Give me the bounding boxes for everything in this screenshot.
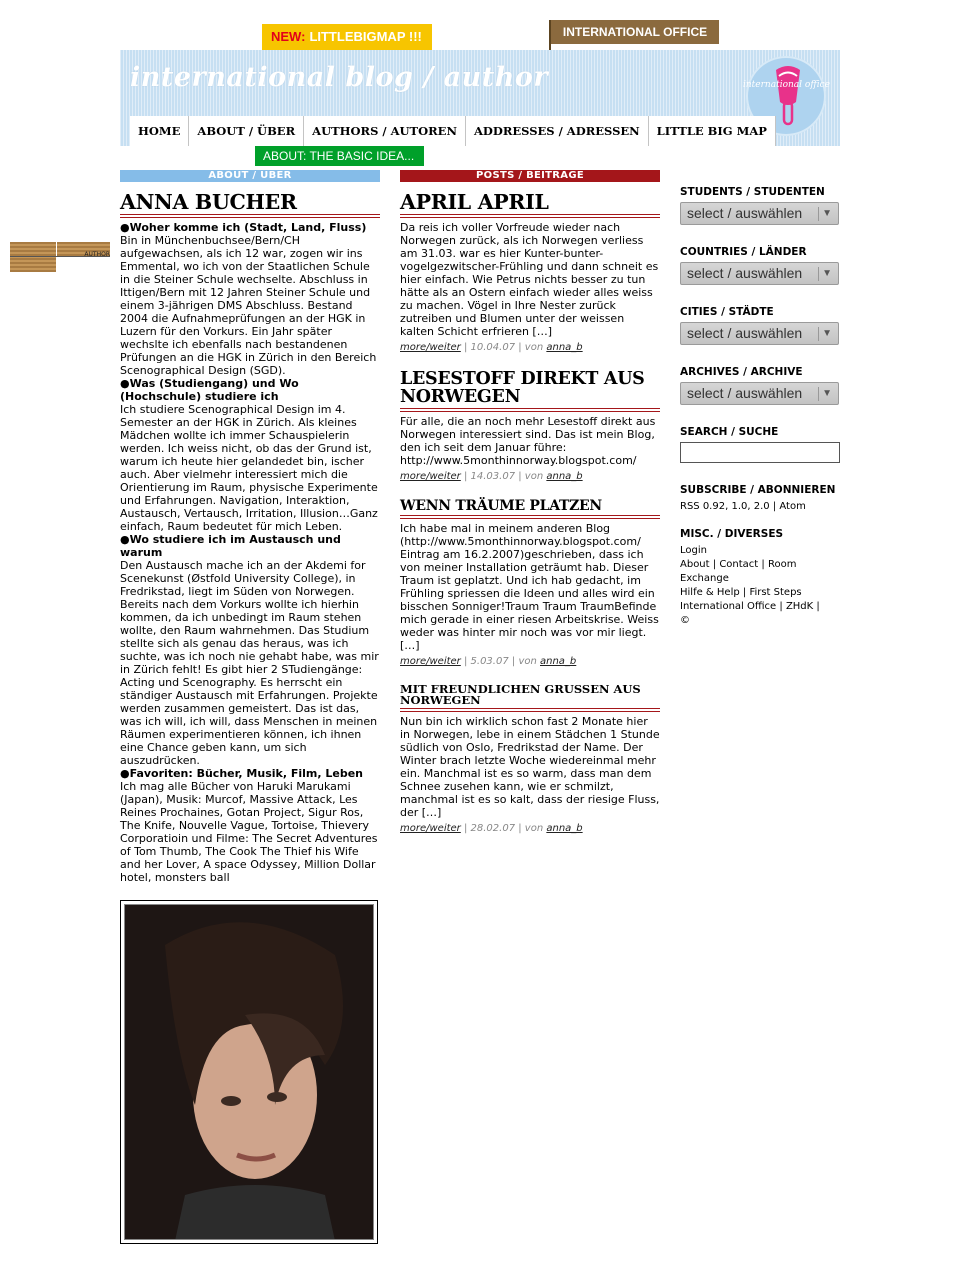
students-select[interactable]: [680, 202, 839, 225]
profile-answer: Ich studiere Scenographical Design im 4. Semester an der HGK in Zürich. Als kleines Mädchen wollte ich immer Schauspielerin werden. Ich weiss nicht, ob das der Grund ist, warum ich heute hier gelandedet bin, ischer auch. Aber vielmehr interessiert mich die Orientierung im Raum, physische Experimente und Erfahrungen. Navigation, Interaktion, Austausch, Vertausch, Irritation, Illusion…Ganz einfach, Raum bedeutet für mich Leben.: [120, 403, 378, 533]
author-photo-frame: [120, 900, 378, 1244]
author-name: ANNA BUCHER: [120, 192, 380, 215]
international-office-tab[interactable]: INTERNATIONAL OFFICE: [549, 20, 719, 44]
more-link[interactable]: more/weiter: [400, 471, 461, 482]
post-meta: more/weiter | 28.02.07 | von anna_b: [400, 823, 583, 834]
profile-text: [120, 221, 380, 884]
post-excerpt: Ich habe mal in meinem anderen Blog (http://www.5monthinnorway.blogspot.com/ Eintrag am 16.2.2007)geschrieben, dass ich von meiner Installation geträumt hab. Dieser Traum ist geplatzt. Und ich hab gedacht, im Frühling spriessen die Ideen und alles wird ein bisschen Sonniger!Traum Traum TraumBefinde mich gerade in einer riesen Arbeitskrise. Weiss weder was hinter mir noch was vor mir liegt. […]: [400, 522, 659, 652]
post-item: [400, 499, 660, 668]
post-date: 5.03.07: [470, 656, 509, 667]
about-link[interactable]: About: [680, 559, 710, 570]
search-heading: SEARCH / SUCHE: [680, 426, 779, 438]
profile-question: ●Wo studiere ich im Austausch und warum: [120, 533, 341, 559]
contact-link[interactable]: Contact: [719, 559, 759, 570]
cities-heading: CITIES / STÄDTE: [680, 306, 774, 318]
post-item: [400, 370, 660, 483]
zhdk-link[interactable]: ZHdK: [785, 601, 814, 612]
profile-answer: Den Austausch mache ich an der Akdemi for Scenekunst (Østfold University College), in Fredrikstad, liegt im Süden von Norwegen. Bereits nach dem Vorkurs wollte ich hierhin kommen, da ich unbedingt im Raum stehen wollte, den Raum wahrnehmen. Das Studium stellte sich als genau das heraus, was ich suchte, was ich noch nie gehabt habe, was mir in Zürich fehlt! Es gibt hier 2 STudiengänge: Acting und Scenography. Es herrscht ein ständiger Austausch mit Erfahrungen. Projekte werden zusammen gemeistert. Das ist das, was ich will, ich will, dass Menschen in meinen Räumen experimentieren können, ich ihnen eine Chance geben kann, um sich auszudrücken.: [120, 559, 379, 767]
feed-rss-10[interactable]: 1.0: [731, 501, 748, 512]
subnav-basic-idea[interactable]: ABOUT: THE BASIC IDEA...: [255, 146, 424, 166]
logo-caption: international office: [743, 80, 830, 90]
countries-select[interactable]: [680, 262, 839, 285]
post-title[interactable]: MIT FREUNDLICHEN GRUSSEN AUS NORWEGEN: [400, 684, 660, 709]
littlebigmap-label: LITTLEBIGMAP !!!: [309, 29, 422, 44]
wood-decoration: [10, 242, 56, 272]
help-link[interactable]: Hilfe & Help: [680, 587, 740, 598]
author-link[interactable]: anna_b: [546, 342, 583, 353]
post-by: von: [518, 656, 537, 667]
littlebigmap-tab[interactable]: [262, 24, 432, 50]
new-label: NEW:: [271, 29, 306, 44]
title-underline: [400, 709, 660, 712]
profile-question: ●Woher komme ich (Stadt, Land, Fluss): [120, 221, 367, 234]
countries-heading: COUNTRIES / LÄNDER: [680, 246, 807, 258]
misc-heading: MISC. / DIVERSES: [680, 528, 784, 540]
title-underline: [400, 215, 660, 218]
profile-question: ●Favoriten: Bücher, Musik, Film, Leben: [120, 767, 364, 780]
chevron-down-icon: ▼: [818, 327, 832, 341]
login-link[interactable]: Login: [680, 545, 707, 556]
posts-column-heading: POSTS / BEITRÄGE: [400, 170, 660, 182]
post-item: [400, 192, 660, 354]
nav-little-big-map[interactable]: LITTLE BIG MAP: [649, 116, 776, 146]
select-value: select / auswählen: [687, 385, 803, 401]
students-heading: STUDENTS / STUDENTEN: [680, 186, 825, 198]
portrait-illustration: [125, 905, 374, 1240]
post-item: [400, 684, 660, 835]
post-meta: more/weiter | 10.04.07 | von anna_b: [400, 342, 583, 353]
post-date: 28.02.07: [470, 823, 516, 834]
more-link[interactable]: more/weiter: [400, 342, 461, 353]
post-excerpt: Nun bin ich wirklich schon fast 2 Monate hier in Norwegen, lebe in einem Städchen 1 Stunde südlich von Oslo, Fredrikstad der Name. Der Winter brach letzte Woche wiedereinmal mehr ein. Manchmal ist es so warm, dass man dem Schnee zusehen kann, wie er schmilzt, manchmal ist es so kalt, dass der riesige Fluss, der […]: [400, 715, 660, 819]
feed-atom[interactable]: Atom: [779, 501, 806, 512]
post-title[interactable]: APRIL APRIL: [400, 192, 660, 215]
post-title[interactable]: WENN TRÄUME PLATZEN: [400, 499, 660, 516]
author-link[interactable]: anna_b: [546, 823, 583, 834]
post-title[interactable]: LESESTOFF DIREKT AUS NORWEGEN: [400, 370, 660, 409]
about-column-heading: ABOUT / ÜBER: [120, 170, 380, 182]
copyright: ©: [680, 615, 690, 626]
select-value: select / auswählen: [687, 265, 803, 281]
sidebar: [680, 186, 840, 628]
chevron-down-icon: ▼: [818, 387, 832, 401]
title-underline: [400, 409, 660, 412]
about-column: [120, 170, 380, 884]
more-link[interactable]: more/weiter: [400, 656, 461, 667]
chevron-down-icon: ▼: [818, 267, 832, 281]
author-link[interactable]: anna_b: [546, 471, 583, 482]
archives-select[interactable]: [680, 382, 839, 405]
room-exchange-link[interactable]: Room Exchange: [680, 559, 797, 584]
search-input[interactable]: [680, 442, 840, 463]
nav-addresses[interactable]: ADDRESSES / ADRESSEN: [466, 116, 649, 146]
more-link[interactable]: more/weiter: [400, 823, 461, 834]
nav-authors[interactable]: AUTHORS / AUTOREN: [304, 116, 466, 146]
archives-heading: ARCHIVES / ARCHIVE: [680, 366, 803, 378]
subscribe-heading: SUBSCRIBE / ABONNIEREN: [680, 484, 836, 496]
first-steps-link[interactable]: First Steps: [749, 587, 802, 598]
post-by: von: [524, 342, 544, 353]
post-excerpt: Da reis ich voller Vorfreude wieder nach Norwegen zurück, als ich Norwegen verliess am 31.03. war es hier Kunter-bunter-vogelgezwitscher-Frühling und dann schneit es hier einfach. Wie Petrus nichts besser zu tun hätte als an Ostern einfach wieder alles weiss zu machen. Vögel in Ihre Nester zurück zutreiben und Blumen unter der weissen kalten Schicht erfrieren […]: [400, 221, 659, 338]
nav-about[interactable]: ABOUT / ÜBER: [189, 116, 304, 146]
site-title[interactable]: international blog / author: [130, 62, 549, 93]
author-link[interactable]: anna_b: [540, 656, 577, 667]
post-date: 10.04.07: [470, 342, 516, 353]
main-nav: [130, 116, 776, 146]
misc-links: Login About | Contact | Room Exchange Hilfe & Help | First Steps International Office | ZHdK | ©: [680, 545, 820, 626]
feed-rss-092[interactable]: RSS 0.92: [680, 501, 726, 512]
profile-answer: Bin in Münchenbuchsee/Bern/CH aufgewachsen, als ich 12 war, zogen wir ins Emmental, wo ich von der Staatlichen Schule in die Steiner Schule wechselte. Abschluss in Ittigen/Bern mit 12 Jahren Steiner Schule und einem 3-jährigen DMS Abschluss. Bestand 2004 die Aufnahmeprüfungen an der HGK in Luzern für den Vorkurs. Ein Jahr später wechslte ich ebenfalls nach bestandenen Prüfungen an die HGK in Zürich in den Bereich Scenographical Design (SGD).: [120, 234, 377, 377]
international-office-link[interactable]: International Office: [680, 601, 777, 612]
author-decoration-label: AUTHOR: [84, 251, 110, 258]
profile-question: ●Was (Studiengang) und Wo (Hochschule) studiere ich: [120, 377, 299, 403]
post-meta: more/weiter | 14.03.07 | von anna_b: [400, 471, 583, 482]
select-value: select / auswählen: [687, 205, 803, 221]
feed-links: RSS 0.92, 1.0, 2.0 | Atom: [680, 501, 806, 512]
feed-rss-20[interactable]: 2.0: [753, 501, 770, 512]
profile-answer: Ich mag alle Bücher von Haruki Marukami (Japan), Musik: Murcof, Massive Attack, Les Reines Prochaines, Gotan Project, Sigur Ros, The Knife, Nouvelle Vague, Tortoise, Thievery Corporatioin und Filme: The Secret Adventures of Tom Thumb, The Cook The Thief his Wife and her Lover, A space Odyssey, Million Dollar hotel, monsters ball: [120, 780, 378, 884]
post-meta: more/weiter | 5.03.07 | von anna_b: [400, 656, 577, 667]
nav-home[interactable]: HOME: [130, 116, 189, 146]
post-by: von: [524, 471, 544, 482]
cities-select[interactable]: [680, 322, 839, 345]
posts-column: [400, 170, 660, 835]
post-date: 14.03.07: [470, 471, 516, 482]
chevron-down-icon: ▼: [818, 207, 832, 221]
post-by: von: [524, 823, 544, 834]
title-underline: [120, 215, 380, 218]
title-underline: [400, 516, 660, 519]
select-value: select / auswählen: [687, 325, 803, 341]
author-photo: [124, 904, 374, 1240]
post-excerpt: Für alle, die an noch mehr Lesestoff direkt aus Norwegen interessiert sind. Das ist mein Blog, den ich seit dem Januar führe: http://www.5monthinnorway.blogspot.com/: [400, 415, 656, 467]
